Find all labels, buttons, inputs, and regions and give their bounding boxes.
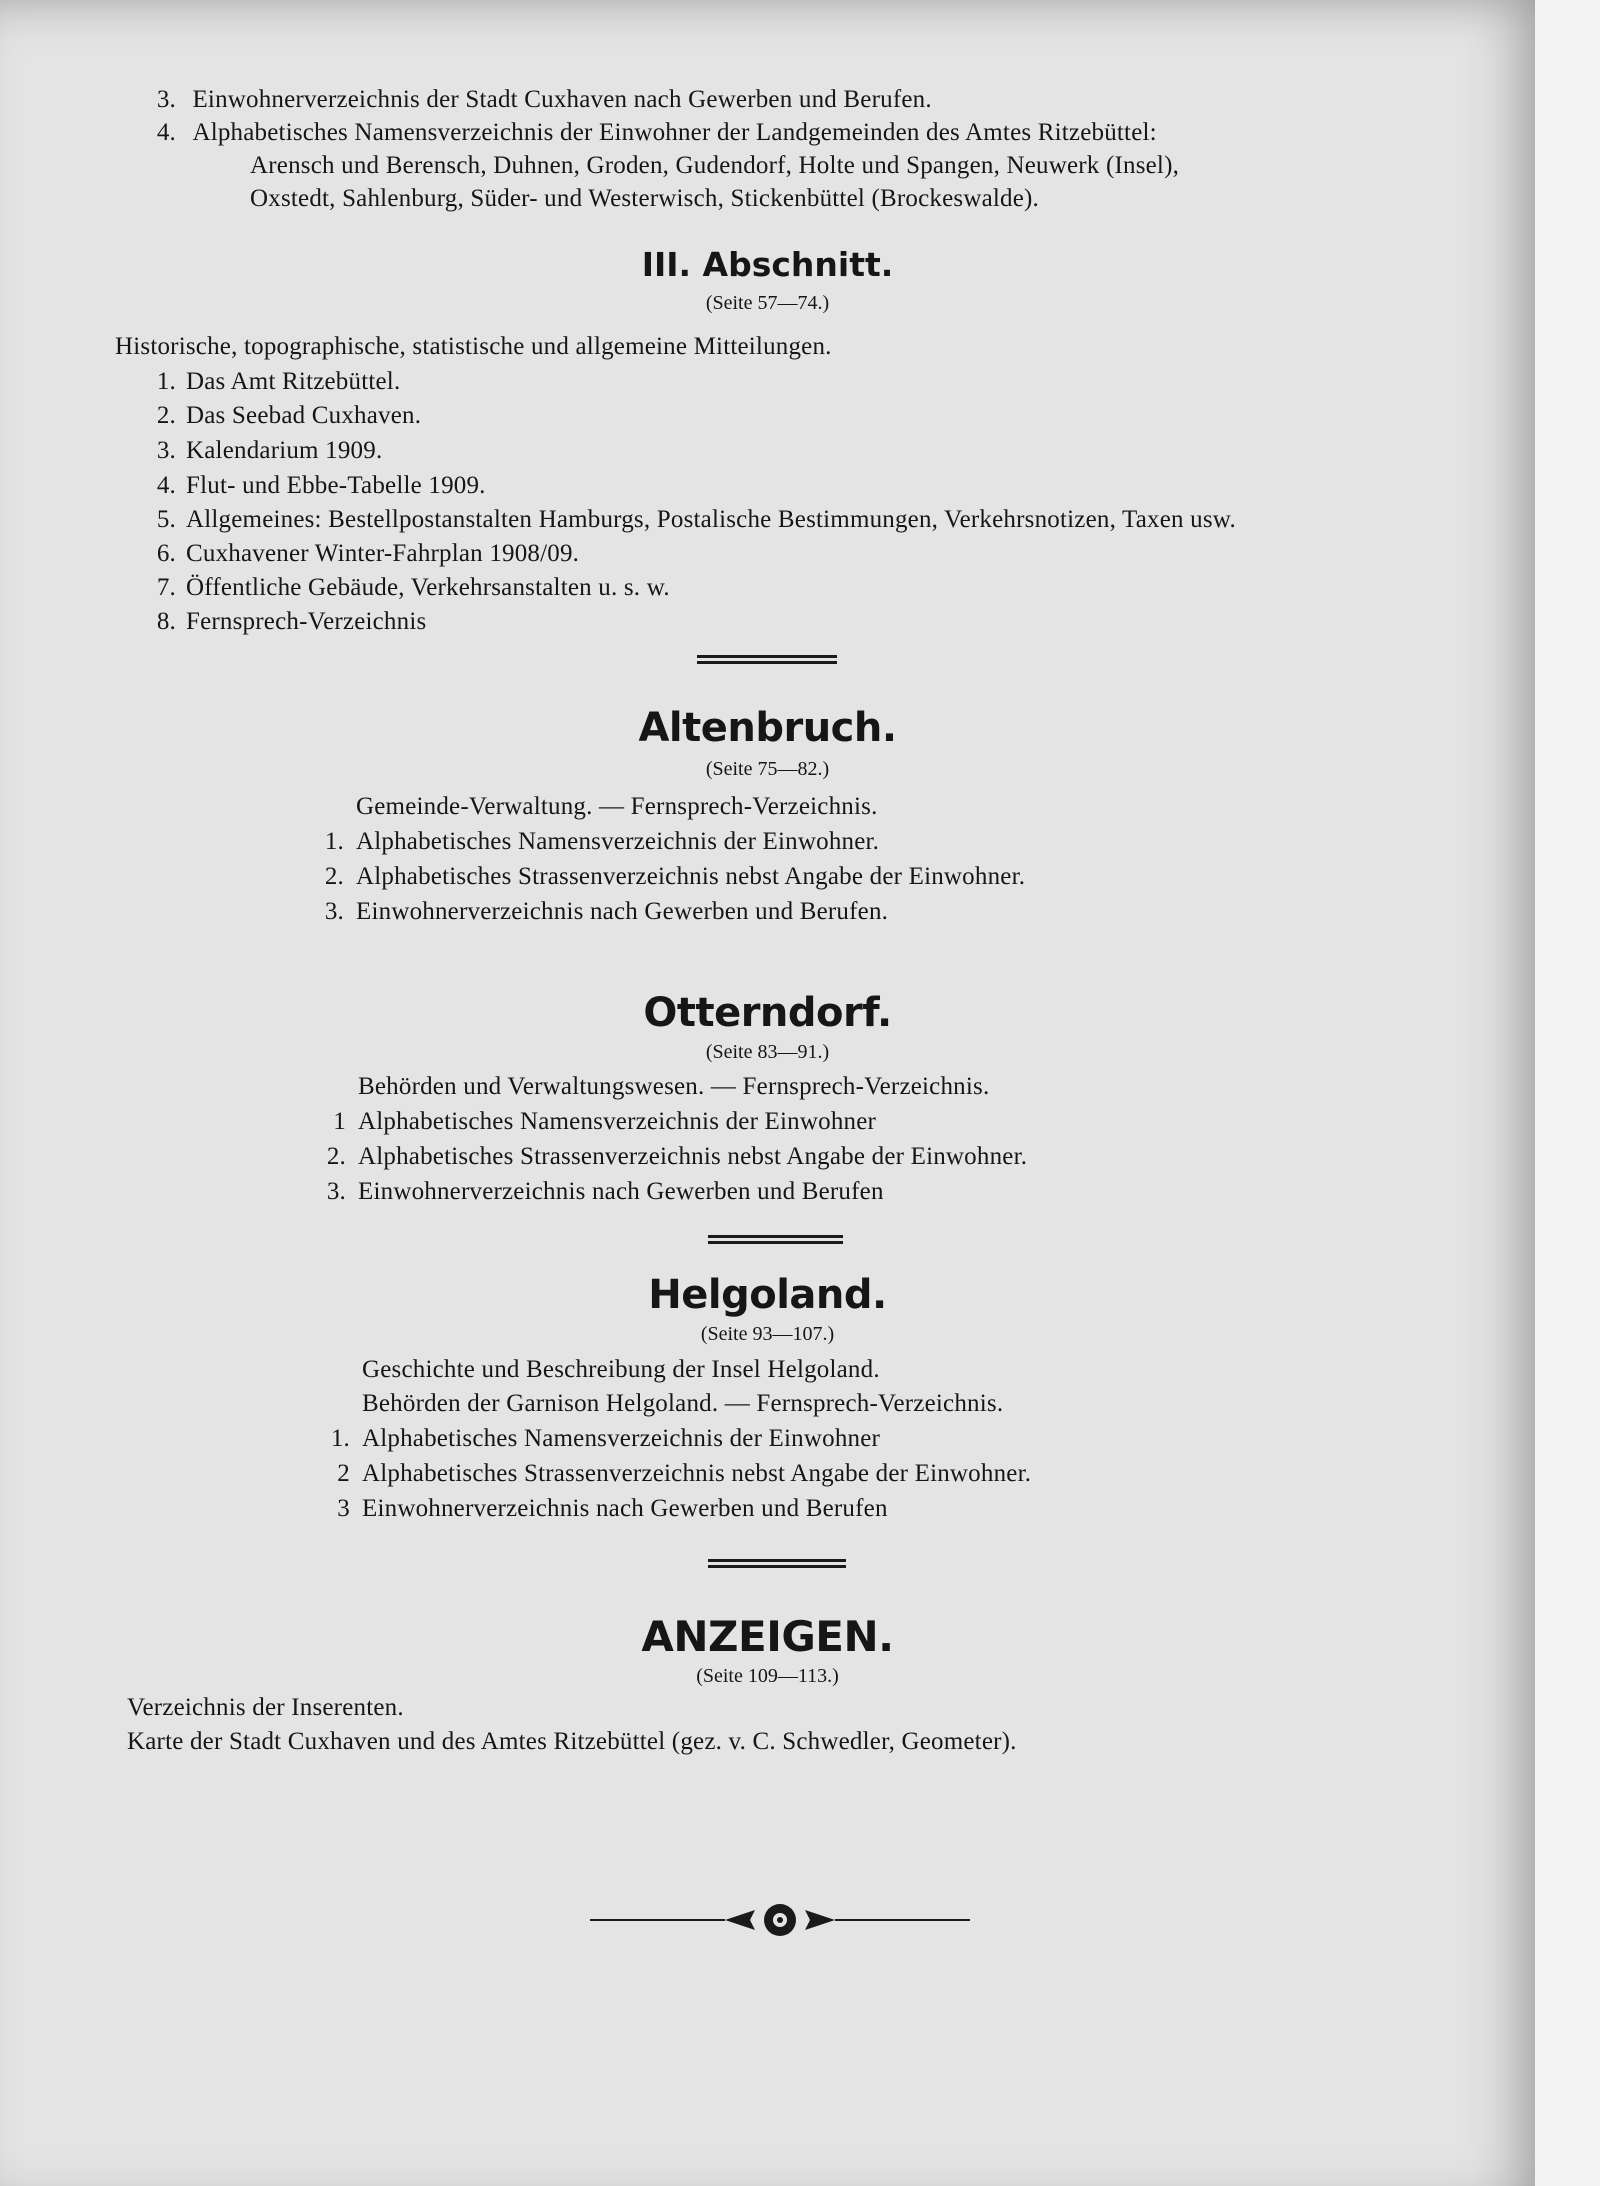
list-item: 1. Alphabetisches Namensverzeichnis der Einwohner [330,1425,881,1452]
section-title-anzeigen: ANZEIGEN. [641,1612,894,1661]
section-title-abschnitt-3: III. Abschnitt. [641,245,894,284]
divider-rule [697,655,837,664]
section-intro: Historische, topographische, statistische und allgemeine Mitteilungen. [115,333,832,360]
divider-rule [708,1559,846,1568]
section-pages: (Seite 93—107.) [700,1323,835,1345]
list-item: 4. Flut- und Ebbe-Tabelle 1909. [156,472,486,499]
list-item: 3. Einwohnerverzeichnis nach Gewerben und Berufen. [324,898,889,925]
list-item: 2. Alphabetisches Strassenverzeichnis nebst Angabe der Einwohner. [324,863,1026,890]
section-title-helgoland: Helgoland. [648,1272,887,1318]
list-item: 3. Einwohnerverzeichnis nach Gewerben und Berufen [326,1178,884,1205]
list-item: 3. Einwohnerverzeichnis der Stadt Cuxhaven nach Gewerben und Berufen. [156,86,932,113]
list-item: Behörden und Verwaltungswesen. — Fernsprech-Verzeichnis. [358,1073,990,1100]
list-item: 1. Das Amt Ritzebüttel. [156,368,401,395]
section-title-otterndorf: Otterndorf. [643,990,892,1036]
list-item: 3 Einwohnerverzeichnis nach Gewerben und Berufen [337,1495,888,1522]
section-pages: (Seite 83—91.) [705,1041,830,1063]
list-item: 5. Allgemeines: Bestellpostanstalten Hamburgs, Postalische Bestimmungen, Verkehrsnotizen, Taxen usw. [156,506,1236,533]
list-item: Karte der Stadt Cuxhaven und des Amtes Ritzebüttel (gez. v. C. Schwedler, Geometer). [127,1728,1017,1755]
list-item: Geschichte und Beschreibung der Insel Helgoland. [362,1356,880,1383]
section-pages: (Seite 75—82.) [705,758,830,780]
list-item: 1. Alphabetisches Namensverzeichnis der Einwohner. [324,828,880,855]
section-pages: (Seite 109—113.) [696,1665,839,1687]
list-item: 1 Alphabetisches Namensverzeichnis der Einwohner [333,1108,877,1135]
list-item: 2 Alphabetisches Strassenverzeichnis nebst Angabe der Einwohner. [337,1460,1032,1487]
list-item: 7. Öffentliche Gebäude, Verkehrsanstalten u. s. w. [156,574,670,601]
ornament-divider [590,1895,970,1945]
section-title-altenbruch: Altenbruch. [638,705,897,751]
list-item: 2. Das Seebad Cuxhaven. [156,402,422,429]
divider-rule [708,1235,843,1244]
list-item: Gemeinde-Verwaltung. — Fernsprech-Verzeichnis. [356,793,878,820]
list-item-continuation: Arensch und Berensch, Duhnen, Groden, Gudendorf, Holte und Spangen, Neuwerk (Insel), [250,152,1180,179]
list-item: 8. Fernsprech-Verzeichnis [156,608,427,635]
list-item: 4. Alphabetisches Namensverzeichnis der Einwohner der Landgemeinden des Amtes Ritzebüttel: [156,119,1157,146]
list-item: 2. Alphabetisches Strassenverzeichnis nebst Angabe der Einwohner. [326,1143,1028,1170]
section-pages: (Seite 57—74.) [705,292,830,314]
page-edge [1535,0,1600,2186]
list-item-continuation: Oxstedt, Sahlenburg, Süder- und Westerwisch, Stickenbüttel (Brockeswalde). [250,185,1039,212]
list-item: Verzeichnis der Inserenten. [127,1694,404,1721]
list-item: Behörden der Garnison Helgoland. — Fernsprech-Verzeichnis. [362,1390,1004,1417]
list-item: 3. Kalendarium 1909. [156,437,383,464]
list-item: 6. Cuxhavener Winter-Fahrplan 1908/09. [156,540,580,567]
